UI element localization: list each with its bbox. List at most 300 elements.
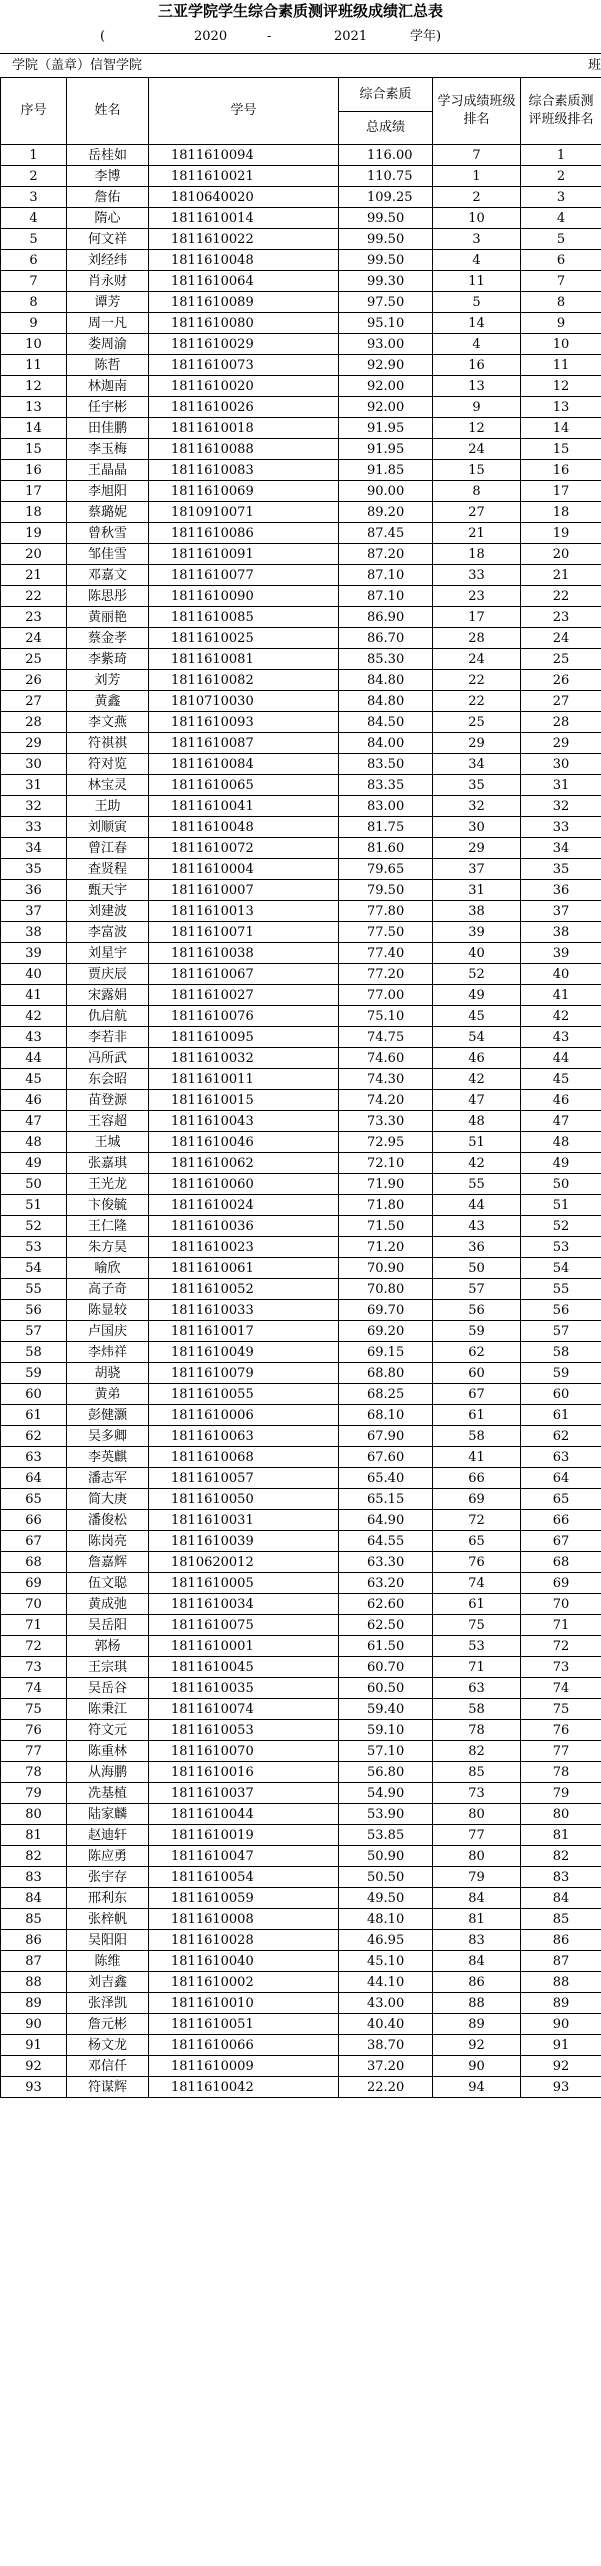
cell-seq: 58: [1, 1342, 67, 1363]
cell-total-score: 116.00: [339, 145, 433, 166]
cell-study-rank: 60: [433, 1363, 521, 1384]
cell-seq: 19: [1, 523, 67, 544]
cell-total-score: 50.90: [339, 1846, 433, 1867]
cell-study-rank: 44: [433, 1195, 521, 1216]
cell-seq: 66: [1, 1510, 67, 1531]
cell-name: 谭芳: [67, 292, 149, 313]
cell-total-rank: 75: [521, 1699, 601, 1720]
year-dash: -: [267, 29, 272, 44]
cell-name: 苗登源: [67, 1090, 149, 1111]
cell-seq: 7: [1, 271, 67, 292]
table-row: [1, 1531, 601, 1552]
table-row: [1, 1405, 601, 1426]
cell-student-id: 1811610093: [149, 712, 339, 733]
cell-study-rank: 59: [433, 1321, 521, 1342]
cell-student-id: 1811610054: [149, 1867, 339, 1888]
cell-total-score: 62.60: [339, 1594, 433, 1615]
table-row: [1, 565, 601, 586]
cell-name: 贾庆辰: [67, 964, 149, 985]
cell-total-score: 64.55: [339, 1531, 433, 1552]
cell-total-score: 22.20: [339, 2077, 433, 2098]
cell-student-id: 1811610091: [149, 544, 339, 565]
cell-total-score: 70.90: [339, 1258, 433, 1279]
cell-total-score: 77.80: [339, 901, 433, 922]
cell-study-rank: 16: [433, 355, 521, 376]
table-row: [1, 1111, 601, 1132]
cell-name: 刘星宇: [67, 943, 149, 964]
cell-student-id: 1811610052: [149, 1279, 339, 1300]
cell-student-id: 1811610059: [149, 1888, 339, 1909]
cell-student-id: 1811610002: [149, 1972, 339, 1993]
cell-total-score: 71.80: [339, 1195, 433, 1216]
cell-student-id: 1811610037: [149, 1783, 339, 1804]
cell-study-rank: 46: [433, 1048, 521, 1069]
cell-seq: 23: [1, 607, 67, 628]
cell-name: 陈岗亮: [67, 1531, 149, 1552]
cell-student-id: 1811610086: [149, 523, 339, 544]
cell-student-id: 1811610064: [149, 271, 339, 292]
cell-name: 李玉梅: [67, 439, 149, 460]
cell-total-rank: 37: [521, 901, 601, 922]
cell-total-rank: 55: [521, 1279, 601, 1300]
cell-total-score: 99.50: [339, 229, 433, 250]
cell-total-rank: 85: [521, 1909, 601, 1930]
cell-study-rank: 23: [433, 586, 521, 607]
cell-name: 岳桂如: [67, 145, 149, 166]
cell-student-id: 1811610010: [149, 1993, 339, 2014]
cell-total-score: 92.00: [339, 397, 433, 418]
cell-total-score: 63.20: [339, 1573, 433, 1594]
cell-study-rank: 33: [433, 565, 521, 586]
table-row: [1, 1951, 601, 1972]
cell-study-rank: 81: [433, 1909, 521, 1930]
cell-name: 卞俊毓: [67, 1195, 149, 1216]
table-row: [1, 460, 601, 481]
cell-total-rank: 1: [521, 145, 601, 166]
cell-name: 李英麒: [67, 1447, 149, 1468]
cell-study-rank: 49: [433, 985, 521, 1006]
cell-total-rank: 31: [521, 775, 601, 796]
cell-name: 刘芳: [67, 670, 149, 691]
cell-name: 喻欣: [67, 1258, 149, 1279]
cell-student-id: 1811610062: [149, 1153, 339, 1174]
cell-study-rank: 12: [433, 418, 521, 439]
table-row: [1, 1888, 601, 1909]
table-row: [1, 922, 601, 943]
cell-total-rank: 56: [521, 1300, 601, 1321]
header-student-id: 学号: [149, 78, 339, 145]
cell-study-rank: 52: [433, 964, 521, 985]
table-row: [1, 964, 601, 985]
year-start: 2020: [194, 29, 228, 44]
cell-student-id: 1811610069: [149, 481, 339, 502]
header-total-top: 综合素质: [339, 79, 432, 112]
cell-student-id: 1811610094: [149, 145, 339, 166]
cell-name: 吴多卿: [67, 1426, 149, 1447]
cell-total-score: 79.50: [339, 880, 433, 901]
cell-student-id: 1811610039: [149, 1531, 339, 1552]
cell-total-rank: 72: [521, 1636, 601, 1657]
cell-study-rank: 61: [433, 1405, 521, 1426]
cell-student-id: 1811610082: [149, 670, 339, 691]
cell-student-id: 1811610087: [149, 733, 339, 754]
cell-seq: 51: [1, 1195, 67, 1216]
cell-name: 林宝灵: [67, 775, 149, 796]
cell-seq: 33: [1, 817, 67, 838]
cell-seq: 27: [1, 691, 67, 712]
table-row: [1, 712, 601, 733]
cell-seq: 55: [1, 1279, 67, 1300]
cell-name: 李炜祥: [67, 1342, 149, 1363]
table-row: [1, 1342, 601, 1363]
cell-name: 詹嘉辉: [67, 1552, 149, 1573]
cell-seq: 36: [1, 880, 67, 901]
table-row: [1, 1237, 601, 1258]
page-title: 三亚学院学生综合素质测评班级成绩汇总表: [157, 2, 443, 20]
cell-total-score: 69.20: [339, 1321, 433, 1342]
cell-study-rank: 18: [433, 544, 521, 565]
cell-seq: 11: [1, 355, 67, 376]
table-row: [1, 1216, 601, 1237]
cell-study-rank: 11: [433, 271, 521, 292]
cell-seq: 72: [1, 1636, 67, 1657]
cell-study-rank: 24: [433, 649, 521, 670]
cell-study-rank: 45: [433, 1006, 521, 1027]
cell-total-score: 99.30: [339, 271, 433, 292]
cell-name: 陈思彤: [67, 586, 149, 607]
cell-name: 詹佑: [67, 187, 149, 208]
cell-study-rank: 50: [433, 1258, 521, 1279]
table-row: [1, 1783, 601, 1804]
cell-name: 李博: [67, 166, 149, 187]
cell-study-rank: 89: [433, 2014, 521, 2035]
cell-total-rank: 62: [521, 1426, 601, 1447]
cell-seq: 62: [1, 1426, 67, 1447]
cell-study-rank: 47: [433, 1090, 521, 1111]
cell-total-score: 69.70: [339, 1300, 433, 1321]
year-label: 学年): [410, 29, 442, 44]
cell-seq: 59: [1, 1363, 67, 1384]
cell-seq: 78: [1, 1762, 67, 1783]
cell-total-score: 62.50: [339, 1615, 433, 1636]
cell-total-rank: 66: [521, 1510, 601, 1531]
cell-total-rank: 12: [521, 376, 601, 397]
cell-name: 符文元: [67, 1720, 149, 1741]
cell-total-rank: 38: [521, 922, 601, 943]
cell-total-rank: 61: [521, 1405, 601, 1426]
cell-study-rank: 35: [433, 775, 521, 796]
cell-name: 李紫琦: [67, 649, 149, 670]
cell-seq: 81: [1, 1825, 67, 1846]
cell-study-rank: 31: [433, 880, 521, 901]
table-row: [1, 1426, 601, 1447]
cell-name: 杨文龙: [67, 2035, 149, 2056]
cell-total-rank: 26: [521, 670, 601, 691]
cell-student-id: 1811610042: [149, 2077, 339, 2098]
cell-total-rank: 50: [521, 1174, 601, 1195]
cell-study-rank: 77: [433, 1825, 521, 1846]
year-end: 2021: [334, 29, 368, 44]
cell-total-rank: 28: [521, 712, 601, 733]
table-row: [1, 838, 601, 859]
cell-name: 吴阳阳: [67, 1930, 149, 1951]
cell-total-rank: 47: [521, 1111, 601, 1132]
cell-total-score: 84.00: [339, 733, 433, 754]
cell-seq: 31: [1, 775, 67, 796]
cell-total-score: 91.85: [339, 460, 433, 481]
cell-total-rank: 32: [521, 796, 601, 817]
cell-total-rank: 45: [521, 1069, 601, 1090]
cell-seq: 4: [1, 208, 67, 229]
cell-total-score: 67.90: [339, 1426, 433, 1447]
cell-student-id: 1811610011: [149, 1069, 339, 1090]
cell-seq: 80: [1, 1804, 67, 1825]
cell-study-rank: 4: [433, 250, 521, 271]
cell-study-rank: 75: [433, 1615, 521, 1636]
cell-name: 蔡璐妮: [67, 502, 149, 523]
table-row: [1, 901, 601, 922]
cell-total-rank: 90: [521, 2014, 601, 2035]
cell-student-id: 1811610009: [149, 2056, 339, 2077]
cell-total-rank: 79: [521, 1783, 601, 1804]
cell-study-rank: 29: [433, 733, 521, 754]
cell-study-rank: 82: [433, 1741, 521, 1762]
cell-seq: 42: [1, 1006, 67, 1027]
cell-student-id: 1811610013: [149, 901, 339, 922]
cell-student-id: 1811610049: [149, 1342, 339, 1363]
table-row: [1, 1363, 601, 1384]
cell-study-rank: 8: [433, 481, 521, 502]
cell-name: 陈哲: [67, 355, 149, 376]
cell-seq: 84: [1, 1888, 67, 1909]
cell-name: 黄弟: [67, 1384, 149, 1405]
table-row: [1, 271, 601, 292]
cell-student-id: 1811610063: [149, 1426, 339, 1447]
cell-study-rank: 94: [433, 2077, 521, 2098]
table-row: [1, 1321, 601, 1342]
cell-student-id: 1811610019: [149, 1825, 339, 1846]
college-label: 学院（盖章）信智学院: [12, 58, 143, 73]
table-row: [1, 1867, 601, 1888]
cell-seq: 69: [1, 1573, 67, 1594]
cell-total-rank: 82: [521, 1846, 601, 1867]
table-row: [1, 754, 601, 775]
cell-total-score: 85.30: [339, 649, 433, 670]
table-row: [1, 1069, 601, 1090]
cell-study-rank: 78: [433, 1720, 521, 1741]
cell-total-score: 74.20: [339, 1090, 433, 1111]
cell-student-id: 1811610068: [149, 1447, 339, 1468]
cell-seq: 9: [1, 313, 67, 334]
table-row: [1, 1384, 601, 1405]
table-row: [1, 1972, 601, 1993]
cell-study-rank: 73: [433, 1783, 521, 1804]
cell-name: 宋露娟: [67, 985, 149, 1006]
cell-study-rank: 66: [433, 1468, 521, 1489]
cell-seq: 22: [1, 586, 67, 607]
cell-student-id: 1811610025: [149, 628, 339, 649]
cell-total-rank: 46: [521, 1090, 601, 1111]
cell-total-rank: 49: [521, 1153, 601, 1174]
cell-name: 王宗琪: [67, 1657, 149, 1678]
cell-total-score: 90.00: [339, 481, 433, 502]
table-row: [1, 1489, 601, 1510]
cell-student-id: 1811610081: [149, 649, 339, 670]
cell-total-score: 37.20: [339, 2056, 433, 2077]
cell-study-rank: 2: [433, 187, 521, 208]
cell-total-rank: 84: [521, 1888, 601, 1909]
cell-student-id: 1811610075: [149, 1615, 339, 1636]
cell-student-id: 1811610034: [149, 1594, 339, 1615]
cell-student-id: 1811610051: [149, 2014, 339, 2035]
cell-seq: 44: [1, 1048, 67, 1069]
table-row: [1, 1006, 601, 1027]
header-name: 姓名: [67, 78, 149, 145]
cell-name: 邓信仟: [67, 2056, 149, 2077]
cell-name: 赵迪轩: [67, 1825, 149, 1846]
cell-student-id: 1811610033: [149, 1300, 339, 1321]
cell-total-rank: 13: [521, 397, 601, 418]
cell-total-rank: 9: [521, 313, 601, 334]
cell-seq: 46: [1, 1090, 67, 1111]
cell-study-rank: 22: [433, 691, 521, 712]
table-row: [1, 208, 601, 229]
table-row: [1, 1846, 601, 1867]
cell-name: 詹元彬: [67, 2014, 149, 2035]
college-line: [0, 53, 601, 78]
cell-study-rank: 43: [433, 1216, 521, 1237]
cell-total-score: 54.90: [339, 1783, 433, 1804]
cell-seq: 38: [1, 922, 67, 943]
table-row: [1, 481, 601, 502]
cell-seq: 61: [1, 1405, 67, 1426]
cell-name: 朱方昊: [67, 1237, 149, 1258]
cell-total-score: 61.50: [339, 1636, 433, 1657]
cell-total-rank: 29: [521, 733, 601, 754]
cell-study-rank: 67: [433, 1384, 521, 1405]
cell-study-rank: 65: [433, 1531, 521, 1552]
cell-seq: 28: [1, 712, 67, 733]
cell-total-rank: 19: [521, 523, 601, 544]
table-row: [1, 1132, 601, 1153]
table-row: [1, 502, 601, 523]
table-row: [1, 292, 601, 313]
cell-total-rank: 25: [521, 649, 601, 670]
cell-seq: 79: [1, 1783, 67, 1804]
cell-study-rank: 57: [433, 1279, 521, 1300]
cell-total-rank: 44: [521, 1048, 601, 1069]
cell-study-rank: 7: [433, 145, 521, 166]
cell-study-rank: 42: [433, 1153, 521, 1174]
cell-total-rank: 83: [521, 1867, 601, 1888]
cell-total-rank: 27: [521, 691, 601, 712]
cell-total-rank: 7: [521, 271, 601, 292]
cell-student-id: 1811610004: [149, 859, 339, 880]
cell-student-id: 1811610061: [149, 1258, 339, 1279]
cell-total-rank: 35: [521, 859, 601, 880]
cell-seq: 83: [1, 1867, 67, 1888]
cell-study-rank: 9: [433, 397, 521, 418]
table-row: [1, 376, 601, 397]
cell-seq: 57: [1, 1321, 67, 1342]
cell-seq: 93: [1, 2077, 67, 2098]
cell-name: 东会昭: [67, 1069, 149, 1090]
cell-student-id: 1811610053: [149, 1720, 339, 1741]
cell-total-score: 93.00: [339, 334, 433, 355]
cell-student-id: 1811610001: [149, 1636, 339, 1657]
cell-name: 郭杨: [67, 1636, 149, 1657]
cell-name: 潘志军: [67, 1468, 149, 1489]
cell-total-score: 53.85: [339, 1825, 433, 1846]
cell-name: 陈维: [67, 1951, 149, 1972]
table-row: [1, 2056, 601, 2077]
cell-student-id: 1811610036: [149, 1216, 339, 1237]
cell-name: 甄天宇: [67, 880, 149, 901]
cell-name: 冯所武: [67, 1048, 149, 1069]
table-row: [1, 1573, 601, 1594]
cell-total-score: 49.50: [339, 1888, 433, 1909]
cell-total-rank: 34: [521, 838, 601, 859]
cell-seq: 1: [1, 145, 67, 166]
cell-study-rank: 27: [433, 502, 521, 523]
cell-study-rank: 51: [433, 1132, 521, 1153]
cell-study-rank: 56: [433, 1300, 521, 1321]
cell-student-id: 1811610008: [149, 1909, 339, 1930]
cell-seq: 67: [1, 1531, 67, 1552]
score-table: [0, 77, 601, 2098]
cell-study-rank: 42: [433, 1069, 521, 1090]
cell-student-id: 1811610040: [149, 1951, 339, 1972]
table-row: [1, 1552, 601, 1573]
cell-seq: 41: [1, 985, 67, 1006]
cell-name: 刘顺寅: [67, 817, 149, 838]
cell-study-rank: 40: [433, 943, 521, 964]
cell-name: 黄丽艳: [67, 607, 149, 628]
cell-total-rank: 21: [521, 565, 601, 586]
cell-total-score: 91.95: [339, 418, 433, 439]
cell-total-score: 99.50: [339, 208, 433, 229]
cell-total-score: 73.30: [339, 1111, 433, 1132]
cell-seq: 54: [1, 1258, 67, 1279]
cell-student-id: 1811610026: [149, 397, 339, 418]
cell-total-score: 72.95: [339, 1132, 433, 1153]
cell-seq: 5: [1, 229, 67, 250]
cell-study-rank: 74: [433, 1573, 521, 1594]
cell-seq: 3: [1, 187, 67, 208]
table-row: [1, 1300, 601, 1321]
table-row: [1, 145, 601, 166]
header-total-bottom: 总成绩: [365, 119, 405, 135]
cell-student-id: 1811610072: [149, 838, 339, 859]
cell-total-score: 83.35: [339, 775, 433, 796]
cell-study-rank: 30: [433, 817, 521, 838]
cell-total-score: 71.50: [339, 1216, 433, 1237]
cell-total-rank: 33: [521, 817, 601, 838]
table-row: [1, 1510, 601, 1531]
table-row: [1, 880, 601, 901]
cell-seq: 17: [1, 481, 67, 502]
cell-study-rank: 85: [433, 1762, 521, 1783]
cell-study-rank: 71: [433, 1657, 521, 1678]
cell-student-id: 1811610065: [149, 775, 339, 796]
cell-total-rank: 78: [521, 1762, 601, 1783]
cell-total-rank: 74: [521, 1678, 601, 1699]
table-row: [1, 586, 601, 607]
cell-total-score: 95.10: [339, 313, 433, 334]
table-row: [1, 859, 601, 880]
cell-study-rank: 79: [433, 1867, 521, 1888]
cell-seq: 45: [1, 1069, 67, 1090]
